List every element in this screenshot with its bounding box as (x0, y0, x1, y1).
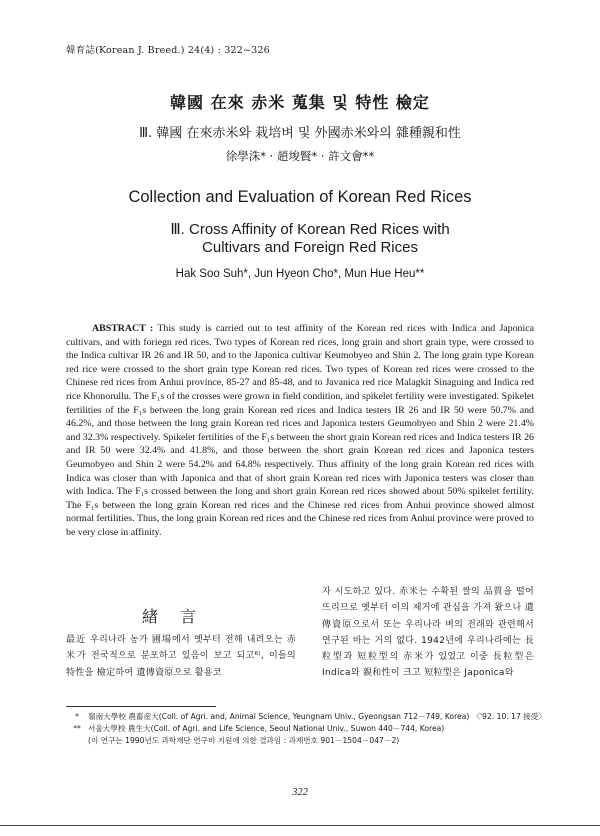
korean-authors: 徐學洙* · 趙埈賢* · 許文會** (225, 149, 375, 163)
footnote-text: (이 연구는 1990년도 과학재단 연구비 지원에 의한 결과임 : 과제번호 901－1504－047－2) (88, 736, 400, 745)
footnote-affiliation-2 (66, 723, 546, 735)
footnote-mark: * (75, 712, 79, 721)
footnote-text: 서울大學校 農生大(Coll. of Agri. and Life Science, Seoul National Univ., Suwon 440－744, Korea) (88, 724, 445, 733)
abstract (66, 322, 534, 540)
section-heading-introduction: 緖言 (141, 607, 218, 626)
english-authors: Hak Soo Suh*, Jun Hyeon Cho*, Mun Hue Heu** (175, 268, 425, 280)
footnote-funding (66, 735, 546, 747)
footnotes (66, 711, 546, 747)
intro-left-column: 最近 우리나라 농가 圃場에서 옛부터 전해 내려오는 赤米가 전국적으로 분포하고 있음이 보고 되고⁶⁾, 이들의 特性을 檢定하여 遺傳資原으로 활용코 (66, 635, 296, 678)
intro-right-column: 자 시도하고 있다. 赤米는 수확된 쌀의 品質을 떨어뜨리므로 옛부터 이의 제거에 관심을 가져 왔으나 遺傳資原으로서 또는 우리나라 벼의 전래와 관련해서 연구된 바는 거의 없다. 1942년에 우리나라에는 長粒型과 短粒型의 赤米가 있었고 이중 長粒型은 Indica와 親和性이 크고 短粒型은 Japonica와 (322, 587, 534, 679)
english-title: Collection and Evaluation of Korean Red Rices (128, 188, 472, 206)
korean-title: 韓國 在來 赤米 蒐集 및 特性 檢定 (170, 93, 430, 112)
footnote-mark: ** (73, 724, 81, 733)
abstract-label: ABSTRACT : (92, 323, 154, 334)
footnote-affiliation-1 (66, 711, 546, 723)
abstract-text: This study is carried out to test affinity of the Korean red rices with Indica and Japonica cultivars, and with foriegn red rices. Two types of Korean red rices, long grain and short grain type, were crossed to the Indica cultivar IR 26 and IR 50, and to the Japonica cultivar Keumobyeo and Shin 2. The long grain type Korean red rice were crossed to the short grain type Korean red rices. Two types of Korean red rices were crossed to the Chinese red rices from Anhui province, 85-27 and 85-48, and to Javanica red rice Malagkit Sinaguing and Indica red rice Khonorullu. The F₁s of the crosses were grown in field condition, and spikelet fertility were investigated. Spikelet fertilities of the F₁s between the long grain Korean red rices and Indica testers IR 26 and IR 50 were 50.7% and 46.2%, and those between the long grain Korean red rices and Japonica testers Geumobyeo and Shin 2 were 21.4% and 32.3% respectively. Spikelet fertilities of the F₁s between the short grain Korean red rices and Indica testers IR 26 and IR 50 were 32.4% and 41.8%, and those between the short grain Korean red rices and Japonica testers Geumobyeo and Shin 2 were 54.2% and 64.8% respectively. Thus affinity of the long grain Korean red rices with Indica was closer than with Japonica and that of short grain Korean red rices with Japonica testers was closer than with Indica. The F₁s crossed between the long and short grain Korean red rices showed about 50% spikelet fertility. The F₁s between the long grain Korean red rices and the Chinese red rices from Anhui province showed almost normal fertilities. Thus, the long grain Korean red rices and the Chinese red rices from Anhui province were proved to be very close in affinity. (66, 323, 534, 538)
english-subtitle: Ⅲ. Cross Affinity of Korean Red Rices with Cultivars and Foreign Red Rices (170, 221, 450, 256)
page-number: 322 (292, 787, 308, 798)
bottom-divider (0, 825, 600, 826)
journal-reference: 韓育誌(Korean J. Breed.) 24(4) : 322~326 (66, 45, 270, 56)
received-date: 〈'92. 10. 17 接受〉 (472, 712, 546, 721)
footnote-text: 嶺南大學校 農畜産大(Coll. of Agri. and, Animal Science, Yeungnam Univ., Gyeongsan 712－749, Korea) (88, 712, 470, 721)
korean-subtitle: Ⅲ. 韓國 在來赤米와 栽培벼 및 外國赤米와의 雜種親和性 (139, 126, 461, 141)
footnote-divider (66, 706, 216, 707)
